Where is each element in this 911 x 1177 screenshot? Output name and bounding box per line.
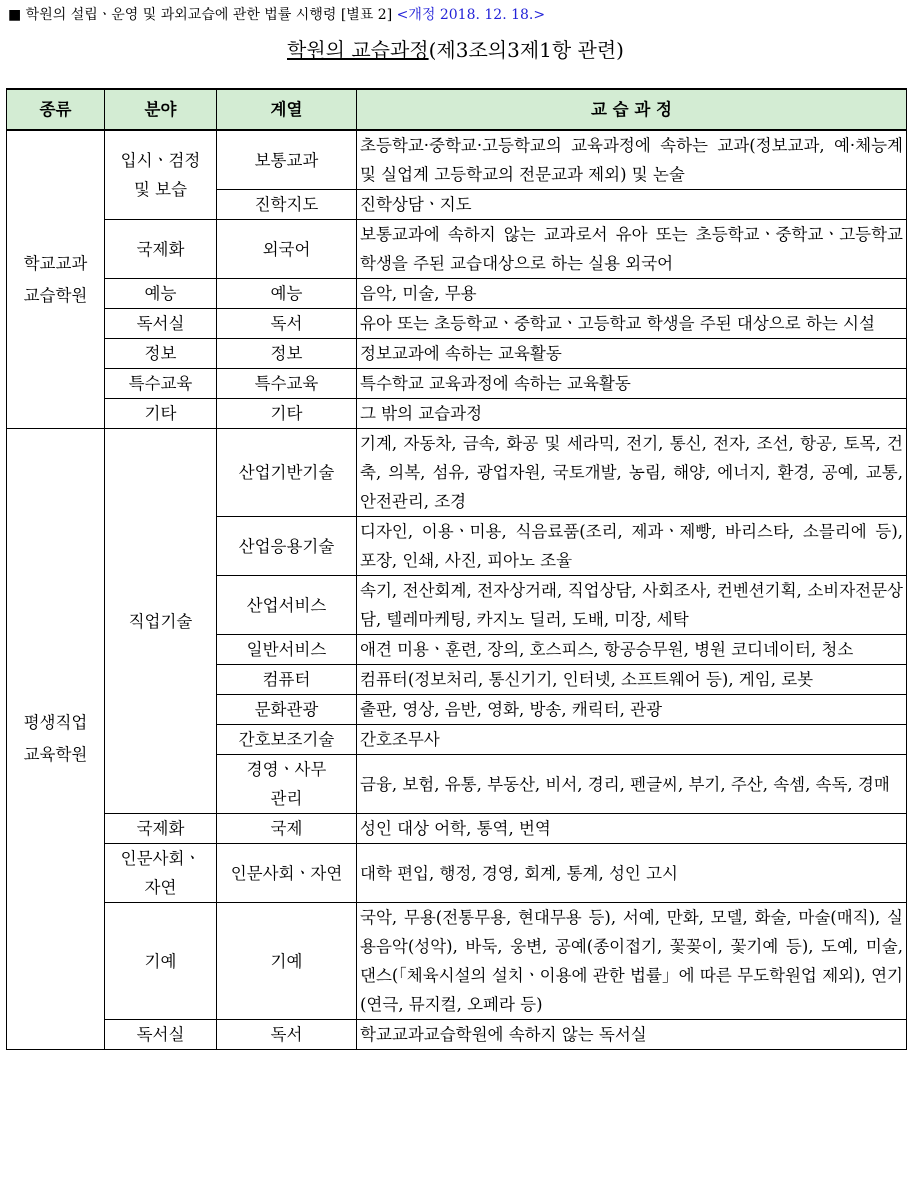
series-cell: 인문사회ㆍ자연 [217,844,357,903]
header-course: 교 습 과 정 [357,89,907,130]
course-cell: 대학 편입, 행정, 경영, 회계, 통계, 성인 고시 [357,844,907,903]
series-cell: 독서 [217,1020,357,1050]
course-cell: 학교교과교습학원에 속하지 않는 독서실 [357,1020,907,1050]
field-cell: 국제화 [105,220,217,279]
course-cell: 속기, 전산회계, 전자상거래, 직업상담, 사회조사, 컨벤션기획, 소비자전문상담, 텔레마케팅, 카지노 딜러, 도배, 미장, 세탁 [357,576,907,635]
table-row [7,903,907,1020]
table-row [7,220,907,279]
course-cell: 음악, 미술, 무용 [357,279,907,309]
title-sub: (제3조의3제1항 관련) [428,38,624,62]
course-cell: 기계, 자동차, 금속, 화공 및 세라믹, 전기, 통신, 전자, 조선, 항공, 토목, 건축, 의복, 섬유, 광업자원, 국토개발, 농림, 해양, 에너지, 환경, 공예, 교통, 안전관리, 조경 [357,429,907,517]
field-cell: 기예 [105,903,217,1020]
series-cell: 특수교육 [217,369,357,399]
table-row [7,429,907,517]
table-row [7,1020,907,1050]
course-cell: 금융, 보험, 유통, 부동산, 비서, 경리, 펜글씨, 부기, 주산, 속셈, 속독, 경매 [357,755,907,814]
table-row [7,814,907,844]
series-cell: 산업기반기술 [217,429,357,517]
page-title [0,34,911,63]
series-cell: 예능 [217,279,357,309]
series-cell: 진학지도 [217,190,357,220]
kind-cell: 평생직업 교육학원 [7,429,105,1050]
table-header-row [7,89,907,130]
series-cell: 간호보조기술 [217,725,357,755]
table-row [7,844,907,903]
field-cell: 직업기술 [105,429,217,814]
title-main: 학원의 교습과정 [287,38,429,62]
series-cell: 보통교과 [217,130,357,190]
series-cell: 산업서비스 [217,576,357,635]
course-cell: 그 밖의 교습과정 [357,399,907,429]
kind-cell: 학교교과 교습학원 [7,130,105,429]
series-cell: 일반서비스 [217,635,357,665]
course-cell: 정보교과에 속하는 교육활동 [357,339,907,369]
course-cell: 컴퓨터(정보처리, 통신기기, 인터넷, 소프트웨어 등), 게임, 로봇 [357,665,907,695]
field-cell: 기타 [105,399,217,429]
header-series: 계열 [217,89,357,130]
table-row [7,369,907,399]
course-cell: 보통교과에 속하지 않는 교과로서 유아 또는 초등학교ㆍ중학교ㆍ고등학교 학생을 주된 교습대상으로 하는 실용 외국어 [357,220,907,279]
series-cell: 문화관광 [217,695,357,725]
series-cell: 외국어 [217,220,357,279]
course-cell: 국악, 무용(전통무용, 현대무용 등), 서예, 만화, 모델, 화술, 마술(매직), 실용음악(성악), 바둑, 웅변, 공예(종이접기, 꽃꽂이, 꽃기예 등), 도예, 미술, 댄스(「체육시설의 설치ㆍ이용에 관한 법률」에 따른 무도학원업 제외), 연기(연극, 뮤지컬, 오페라 등) [357,903,907,1020]
table-row [7,130,907,190]
header-field: 분야 [105,89,217,130]
law-reference-line [8,4,545,24]
course-cell: 특수학교 교육과정에 속하는 교육활동 [357,369,907,399]
course-cell: 성인 대상 어학, 통역, 번역 [357,814,907,844]
course-cell: 진학상담ㆍ지도 [357,190,907,220]
header-kind: 종류 [7,89,105,130]
field-cell: 인문사회ㆍ 자연 [105,844,217,903]
field-cell: 특수교육 [105,369,217,399]
table-row [7,339,907,369]
field-cell: 정보 [105,339,217,369]
field-cell: 입시ㆍ검정 및 보습 [105,130,217,220]
field-cell: 독서실 [105,309,217,339]
table-body [7,130,907,1050]
series-cell: 경영ㆍ사무 관리 [217,755,357,814]
series-cell: 국제 [217,814,357,844]
series-cell: 정보 [217,339,357,369]
law-reference: ■ 학원의 설립ㆍ운영 및 과외교습에 관한 법률 시행령 [별표 2] [8,7,393,23]
series-cell: 독서 [217,309,357,339]
amendment-date: <개정 2018. 12. 18.> [396,7,546,23]
series-cell: 산업응용기술 [217,517,357,576]
course-cell: 초등학교·중학교·고등학교의 교육과정에 속하는 교과(정보교과, 예·체능계 및 실업계 고등학교의 전문교과 제외) 및 논술 [357,130,907,190]
course-cell: 유아 또는 초등학교ㆍ중학교ㆍ고등학교 학생을 주된 대상으로 하는 시설 [357,309,907,339]
field-cell: 국제화 [105,814,217,844]
course-cell: 간호조무사 [357,725,907,755]
curriculum-table [6,88,907,1050]
table-row [7,279,907,309]
field-cell: 독서실 [105,1020,217,1050]
series-cell: 컴퓨터 [217,665,357,695]
course-cell: 디자인, 이용ㆍ미용, 식음료품(조리, 제과ㆍ제빵, 바리스타, 소믈리에 등), 포장, 인쇄, 사진, 피아노 조율 [357,517,907,576]
course-cell: 애견 미용ㆍ훈련, 장의, 호스피스, 항공승무원, 병원 코디네이터, 청소 [357,635,907,665]
series-cell: 기타 [217,399,357,429]
table-row [7,399,907,429]
field-cell: 예능 [105,279,217,309]
course-cell: 출판, 영상, 음반, 영화, 방송, 캐릭터, 관광 [357,695,907,725]
table-row [7,309,907,339]
series-cell: 기예 [217,903,357,1020]
